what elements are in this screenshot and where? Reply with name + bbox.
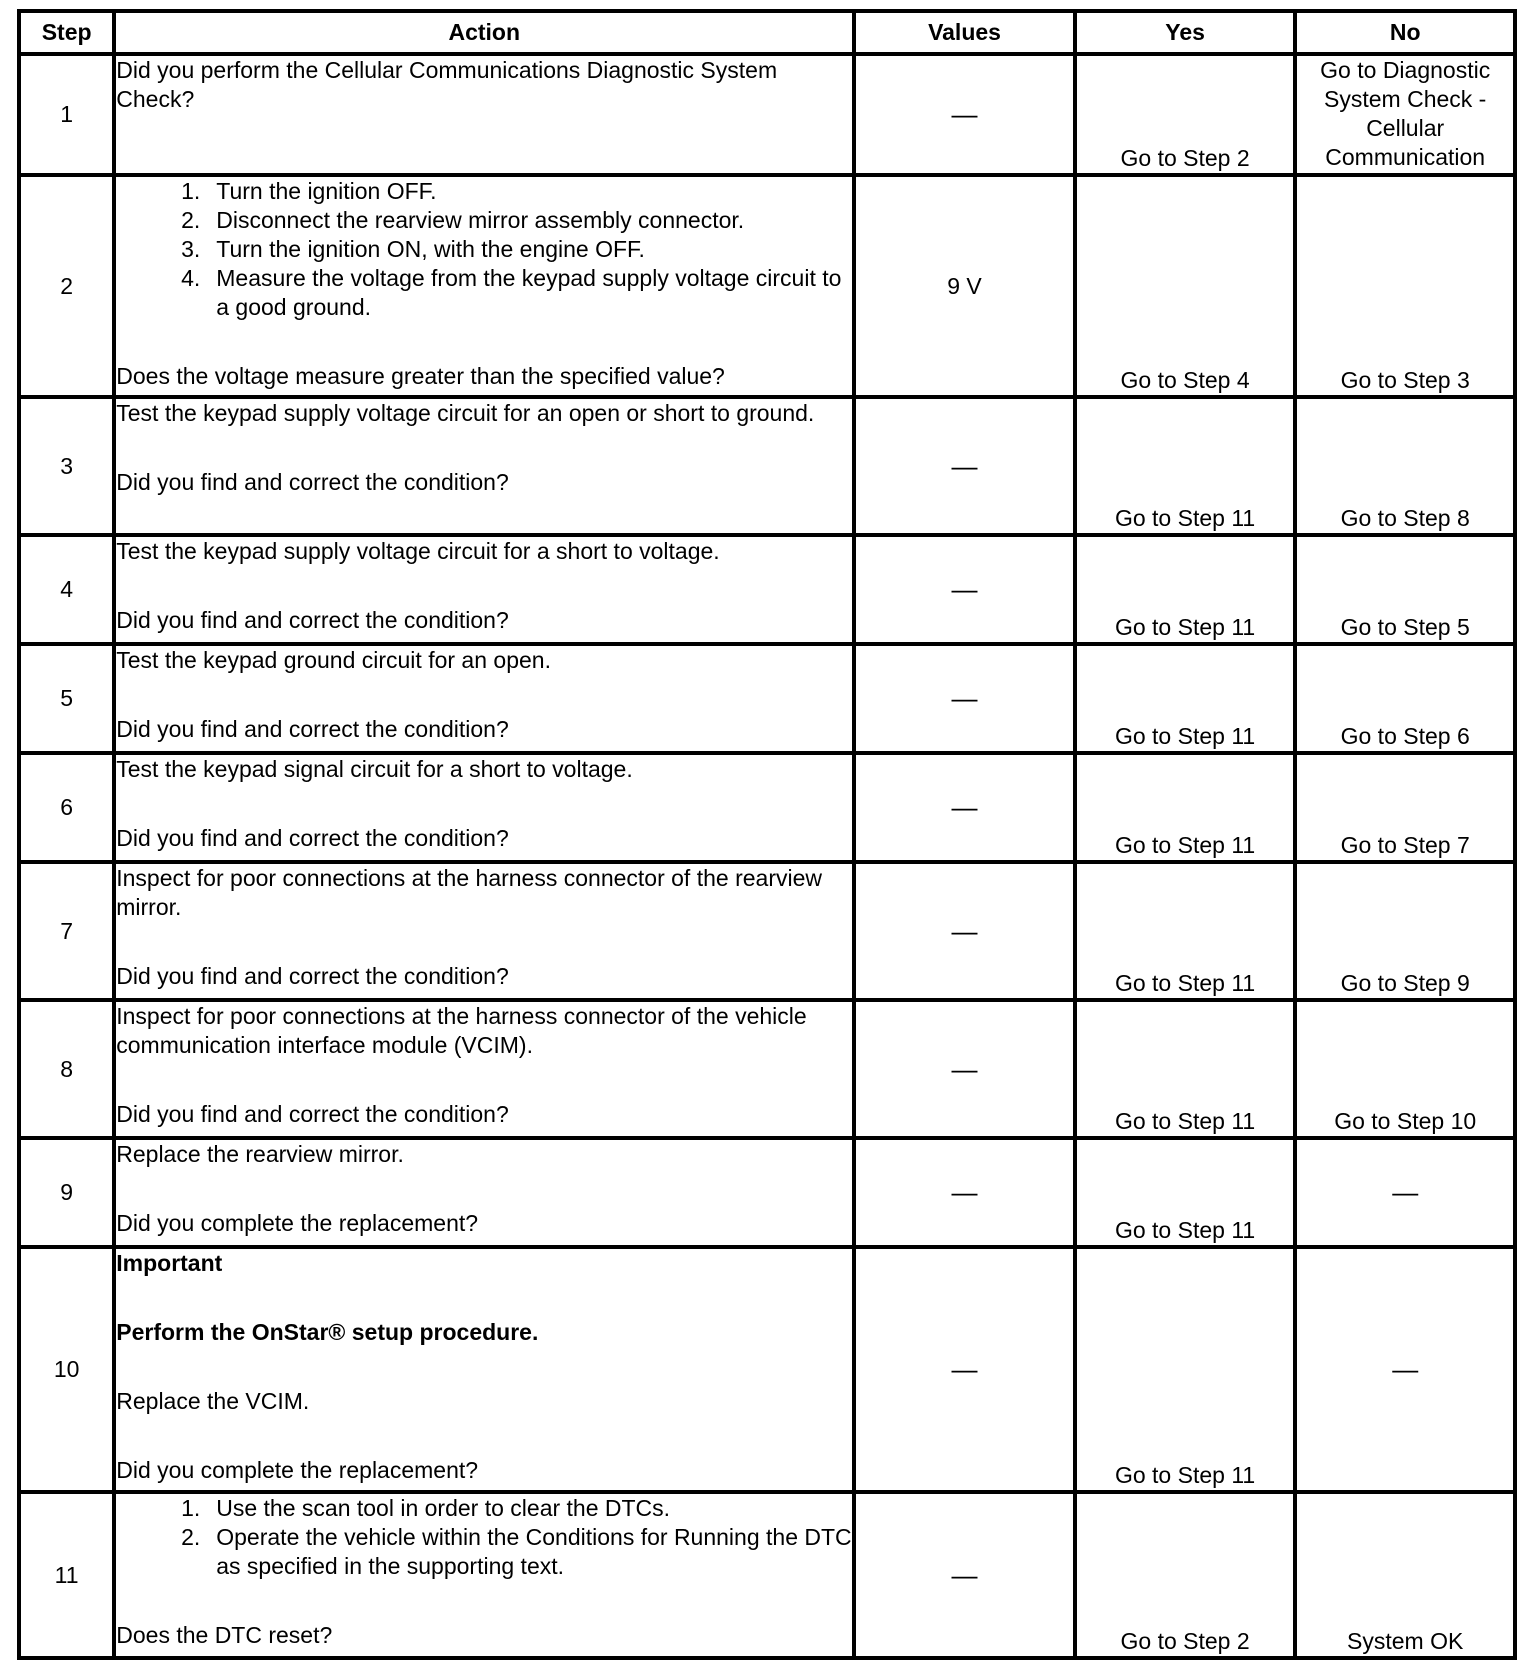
step-number: 8 bbox=[19, 1000, 114, 1138]
action-cell bbox=[114, 753, 854, 862]
no-line: Communication bbox=[1325, 144, 1486, 170]
no-cell: Go to Step 10 bbox=[1295, 1000, 1515, 1138]
action-text: Replace the VCIM. bbox=[116, 1388, 310, 1414]
yes-cell: Go to Step 2 bbox=[1075, 1492, 1296, 1658]
table-row bbox=[19, 644, 1515, 753]
action-question: Did you find and correct the condition? bbox=[116, 1101, 509, 1127]
values-cell: — bbox=[854, 1138, 1075, 1247]
yes-cell: Go to Step 11 bbox=[1075, 644, 1296, 753]
step-number: 1 bbox=[19, 54, 114, 175]
yes-cell: Go to Step 11 bbox=[1075, 1000, 1296, 1138]
values-cell: 9 V bbox=[854, 175, 1075, 397]
list-item bbox=[156, 264, 852, 322]
table-row bbox=[19, 862, 1515, 1000]
yes-cell: Go to Step 4 bbox=[1075, 175, 1296, 397]
values-cell: — bbox=[854, 535, 1075, 644]
action-cell bbox=[114, 175, 854, 397]
table-row bbox=[19, 1138, 1515, 1247]
action-question: Did you find and correct the condition? bbox=[116, 469, 509, 495]
action-text: Did you perform the Cellular Communications Diagnostic System Check? bbox=[116, 57, 778, 112]
header-action: Action bbox=[114, 11, 854, 54]
list-text: Use the scan tool in order to clear the DTCs. bbox=[216, 1495, 671, 1521]
header-no: No bbox=[1295, 11, 1515, 54]
yes-cell: Go to Step 2 bbox=[1075, 54, 1296, 175]
values-cell: — bbox=[854, 862, 1075, 1000]
list-number: 2. bbox=[181, 1524, 201, 1550]
yes-cell: Go to Step 11 bbox=[1075, 535, 1296, 644]
action-cell bbox=[114, 535, 854, 644]
header-step: Step bbox=[19, 11, 114, 54]
step-number: 9 bbox=[19, 1138, 114, 1247]
list-text: Measure the voltage from the keypad supply voltage circuit to a good ground. bbox=[216, 265, 842, 320]
list-text: Turn the ignition OFF. bbox=[216, 178, 437, 204]
values-cell: — bbox=[854, 1492, 1075, 1658]
list-number: 1. bbox=[181, 1495, 201, 1521]
action-list bbox=[116, 177, 852, 322]
yes-cell: Go to Step 11 bbox=[1075, 1138, 1296, 1247]
action-cell bbox=[114, 1247, 854, 1492]
yes-cell: Go to Step 11 bbox=[1075, 1247, 1296, 1492]
yes-cell: Go to Step 11 bbox=[1075, 753, 1296, 862]
important-heading: Important bbox=[116, 1250, 223, 1276]
no-cell: Go to Step 9 bbox=[1295, 862, 1515, 1000]
list-item bbox=[156, 206, 852, 235]
action-text: Test the keypad supply voltage circuit for a short to voltage. bbox=[116, 538, 720, 564]
yes-cell: Go to Step 11 bbox=[1075, 397, 1296, 535]
action-text: Test the keypad ground circuit for an open. bbox=[116, 647, 551, 673]
no-cell: — bbox=[1295, 1247, 1515, 1492]
table-row bbox=[19, 1492, 1515, 1658]
action-text: Inspect for poor connections at the harness connector of the vehicle communication interface module (VCIM). bbox=[116, 1003, 807, 1058]
action-cell bbox=[114, 1492, 854, 1658]
action-text: Inspect for poor connections at the harness connector of the rearview mirror. bbox=[116, 865, 822, 920]
action-cell bbox=[114, 862, 854, 1000]
step-number: 7 bbox=[19, 862, 114, 1000]
action-question: Did you find and correct the condition? bbox=[116, 607, 509, 633]
action-question: Did you find and correct the condition? bbox=[116, 963, 509, 989]
values-cell: — bbox=[854, 54, 1075, 175]
list-item bbox=[156, 1523, 852, 1581]
action-text: Test the keypad signal circuit for a short to voltage. bbox=[116, 756, 633, 782]
list-number: 4. bbox=[181, 265, 201, 291]
action-question: Does the DTC reset? bbox=[116, 1622, 333, 1648]
list-number: 2. bbox=[181, 207, 201, 233]
list-text: Disconnect the rearview mirror assembly connector. bbox=[216, 207, 745, 233]
step-number: 4 bbox=[19, 535, 114, 644]
action-question: Did you complete the replacement? bbox=[116, 1457, 479, 1483]
no-cell: Go to Step 7 bbox=[1295, 753, 1515, 862]
table-row bbox=[19, 175, 1515, 397]
action-question: Did you complete the replacement? bbox=[116, 1210, 479, 1236]
important-note: Perform the OnStar® setup procedure. bbox=[116, 1319, 539, 1345]
no-line: System Check - bbox=[1324, 86, 1487, 112]
action-text: Test the keypad supply voltage circuit for an open or short to ground. bbox=[116, 400, 815, 426]
action-cell bbox=[114, 397, 854, 535]
values-cell: — bbox=[854, 1247, 1075, 1492]
table-row bbox=[19, 535, 1515, 644]
list-number: 1. bbox=[181, 178, 201, 204]
step-number: 6 bbox=[19, 753, 114, 862]
header-row bbox=[19, 11, 1515, 54]
step-number: 5 bbox=[19, 644, 114, 753]
table-row bbox=[19, 753, 1515, 862]
no-cell bbox=[1295, 54, 1515, 175]
step-number: 2 bbox=[19, 175, 114, 397]
values-cell: — bbox=[854, 644, 1075, 753]
no-line: Cellular bbox=[1366, 115, 1445, 141]
step-number: 3 bbox=[19, 397, 114, 535]
action-question: Did you find and correct the condition? bbox=[116, 825, 509, 851]
values-cell: — bbox=[854, 397, 1075, 535]
list-number: 3. bbox=[181, 236, 201, 262]
header-values: Values bbox=[854, 11, 1075, 54]
table-row bbox=[19, 1000, 1515, 1138]
action-list bbox=[116, 1494, 852, 1581]
no-cell: Go to Step 3 bbox=[1295, 175, 1515, 397]
table-row bbox=[19, 1247, 1515, 1492]
list-text: Operate the vehicle within the Conditions for Running the DTC as specified in the supporting text. bbox=[216, 1524, 852, 1579]
yes-cell: Go to Step 11 bbox=[1075, 862, 1296, 1000]
list-text: Turn the ignition ON, with the engine OFF. bbox=[216, 236, 645, 262]
table-row bbox=[19, 54, 1515, 175]
header-yes: Yes bbox=[1075, 11, 1296, 54]
action-cell bbox=[114, 1138, 854, 1247]
action-question: Does the voltage measure greater than the specified value? bbox=[116, 363, 725, 389]
no-cell: Go to Step 8 bbox=[1295, 397, 1515, 535]
no-cell: — bbox=[1295, 1138, 1515, 1247]
action-text: Replace the rearview mirror. bbox=[116, 1141, 404, 1167]
list-item bbox=[156, 235, 852, 264]
table-row bbox=[19, 397, 1515, 535]
action-cell bbox=[114, 54, 854, 175]
no-cell: System OK bbox=[1295, 1492, 1515, 1658]
values-cell: — bbox=[854, 753, 1075, 862]
no-cell: Go to Step 6 bbox=[1295, 644, 1515, 753]
action-question: Did you find and correct the condition? bbox=[116, 716, 509, 742]
no-line: Go to Diagnostic bbox=[1320, 57, 1491, 83]
step-number: 10 bbox=[19, 1247, 114, 1492]
no-cell: Go to Step 5 bbox=[1295, 535, 1515, 644]
list-item bbox=[156, 1494, 852, 1523]
list-item bbox=[156, 177, 852, 206]
action-cell bbox=[114, 644, 854, 753]
step-number: 11 bbox=[19, 1492, 114, 1658]
action-cell bbox=[114, 1000, 854, 1138]
values-cell: — bbox=[854, 1000, 1075, 1138]
diagnostic-table bbox=[17, 9, 1517, 1660]
